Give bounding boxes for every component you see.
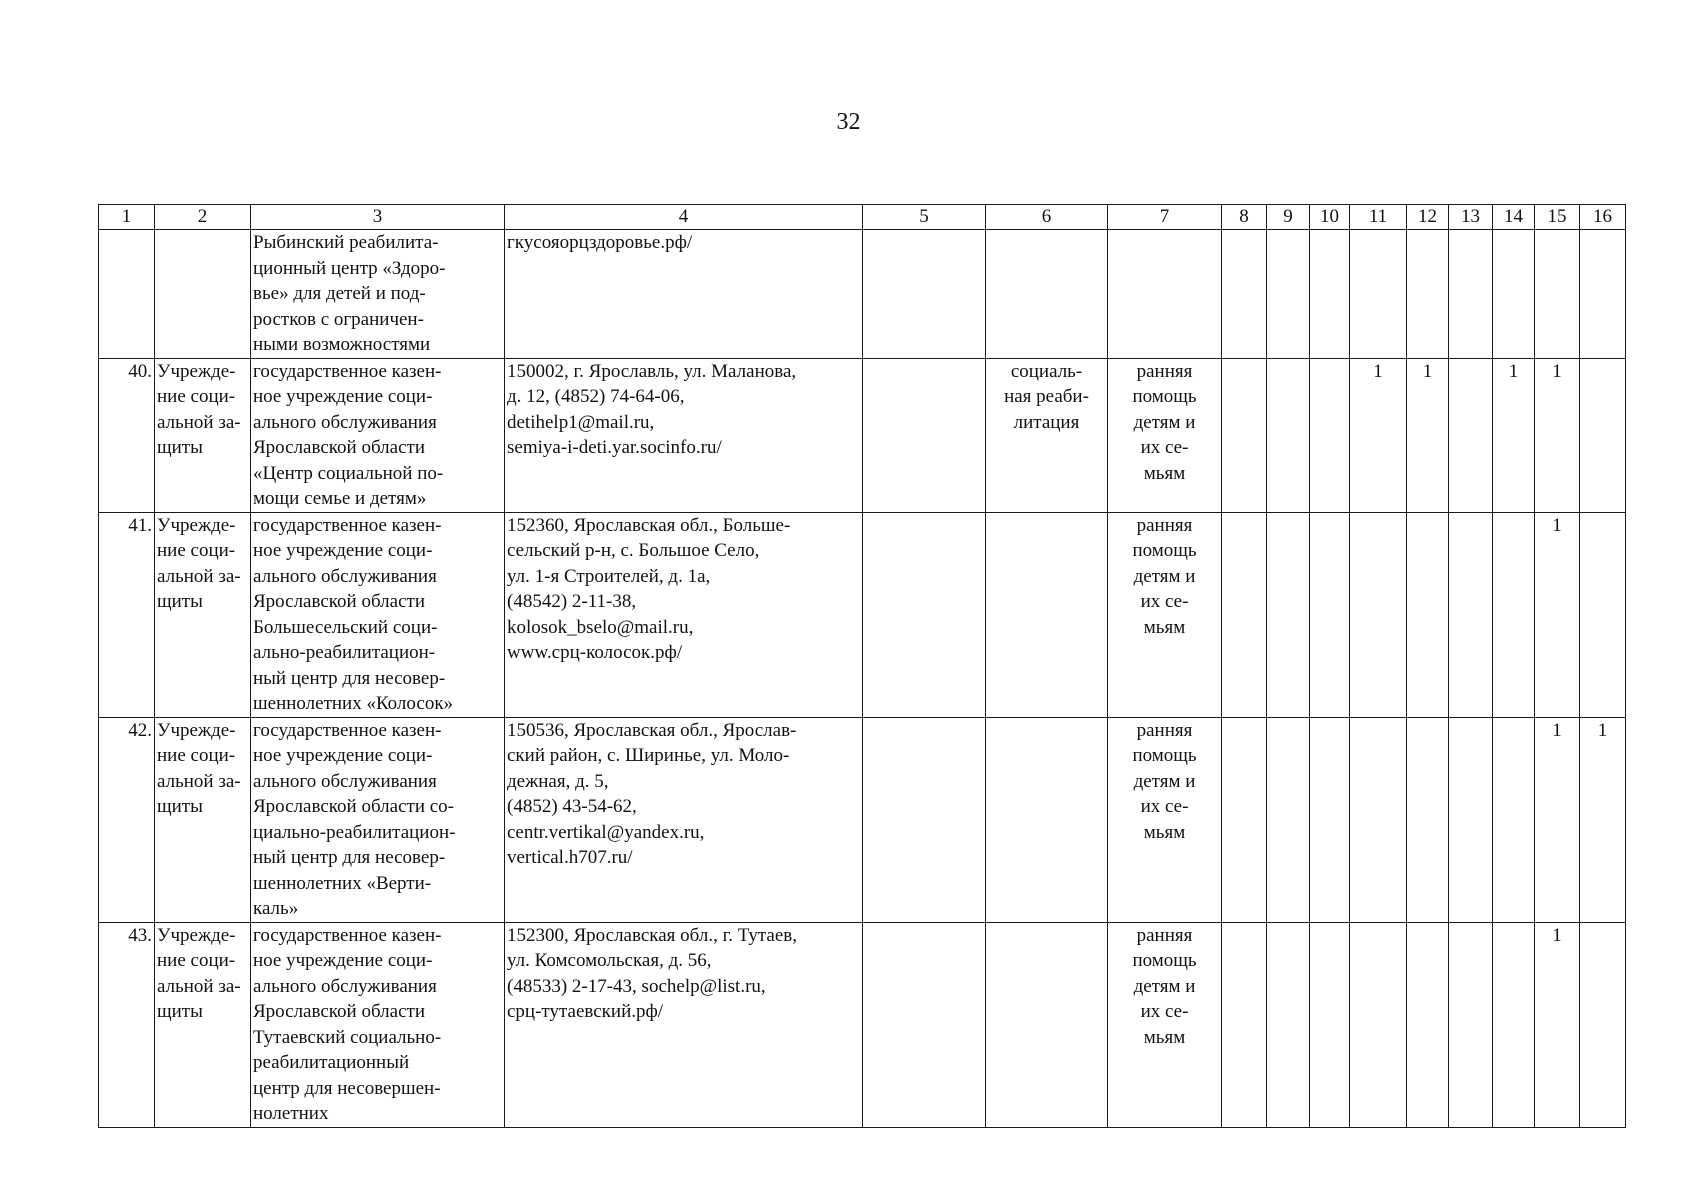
institution-name-line: шеннолетних «Верти- — [253, 872, 432, 894]
institution-type — [155, 717, 251, 922]
column-header-12: 12 — [1407, 205, 1449, 230]
column-header-5: 5 — [863, 205, 986, 230]
institution-name-line: государственное казен- — [253, 360, 442, 382]
service-type-line: литация — [1013, 411, 1080, 433]
column-header-15: 15 — [1535, 205, 1580, 230]
row-number: 42. — [99, 717, 155, 922]
row-number — [99, 230, 155, 359]
flag-cell-15: 1 — [1535, 512, 1580, 717]
institution-contacts-line: kolosok_bselo@mail.ru, — [507, 616, 694, 638]
column-5-cell — [863, 922, 986, 1127]
institution-contacts-line: дежная, д. 5, — [507, 770, 609, 792]
flag-cell-10 — [1310, 922, 1350, 1127]
service-type-line: социаль- — [1010, 360, 1083, 382]
flag-cell-12 — [1407, 512, 1449, 717]
institution-type-line: ние соци- — [157, 540, 236, 561]
institution-name-line: ального обслуживания — [253, 975, 437, 997]
flag-cell-9 — [1267, 922, 1310, 1127]
flag-cell-10 — [1310, 717, 1350, 922]
help-type — [1108, 512, 1222, 717]
institution-type-line: щиты — [157, 796, 203, 817]
help-type-line: ранняя — [1136, 924, 1193, 946]
flag-cell-13 — [1449, 358, 1493, 512]
flag-cell-8 — [1222, 358, 1267, 512]
flag-cell-8 — [1222, 717, 1267, 922]
help-type-line: детям и — [1133, 565, 1196, 587]
service-type-line: ная реаби- — [1004, 386, 1089, 407]
service-type — [986, 230, 1108, 359]
flag-cell-12 — [1407, 230, 1449, 359]
flag-cell-10 — [1310, 358, 1350, 512]
column-header-11: 11 — [1350, 205, 1407, 230]
help-type-line: детям и — [1133, 975, 1196, 997]
institution-name-line: ростков с ограничен- — [253, 308, 424, 330]
help-type-line: ранняя — [1136, 360, 1193, 382]
institution-type-line: альной за- — [157, 411, 241, 433]
help-type-line: их се- — [1140, 1001, 1189, 1022]
institutions-table — [98, 204, 1626, 1128]
institution-name-line: ное учреждение соци- — [253, 386, 433, 407]
flag-cell-8 — [1222, 512, 1267, 717]
flag-cell-16 — [1580, 230, 1626, 359]
institution-type-line: Учрежде- — [157, 719, 236, 741]
flag-cell-14 — [1493, 512, 1535, 717]
institution-type-line: ние соци- — [157, 950, 236, 971]
institution-name-line: реабилитационный — [253, 1052, 410, 1073]
institution-contacts — [505, 358, 863, 512]
institution-name-line: мощи семье и детям» — [253, 488, 427, 509]
institution-type-line: ние соци- — [157, 386, 236, 407]
table-row — [99, 512, 1626, 717]
flag-cell-13 — [1449, 717, 1493, 922]
flag-cell-15: 1 — [1535, 717, 1580, 922]
table-row — [99, 922, 1626, 1127]
institution-name-line: нолетних — [253, 1103, 329, 1124]
flag-cell-10 — [1310, 512, 1350, 717]
row-number: 41. — [99, 512, 155, 717]
institution-type-line: альной за- — [157, 770, 241, 792]
institution-contacts-line: срц-тутаевский.рф/ — [507, 1001, 664, 1022]
column-number-row — [99, 205, 1626, 230]
help-type — [1108, 922, 1222, 1127]
help-type — [1108, 230, 1222, 359]
institution-name-line: Ярославской области — [253, 591, 425, 612]
institution-contacts — [505, 922, 863, 1127]
institution-name-line: Ярославской области — [253, 437, 425, 458]
flag-cell-10 — [1310, 230, 1350, 359]
institution-name-line: ное учреждение соци- — [253, 540, 433, 561]
institution-contacts-line: centr.vertikal@yandex.ru, — [507, 821, 705, 843]
service-type — [986, 512, 1108, 717]
help-type-line: мьям — [1143, 821, 1186, 843]
institution-contacts — [505, 717, 863, 922]
column-5-cell — [863, 230, 986, 359]
help-type-line: детям и — [1133, 411, 1196, 433]
institution-type-line: щиты — [157, 437, 203, 458]
service-type — [986, 717, 1108, 922]
table-row — [99, 230, 1626, 359]
flag-cell-15: 1 — [1535, 358, 1580, 512]
institution-contacts-line: www.срц-колосок.рф/ — [507, 642, 683, 663]
help-type-line: мьям — [1143, 1026, 1186, 1048]
institution-contacts-line: 152360, Ярославская обл., Больше- — [507, 514, 791, 536]
flag-cell-9 — [1267, 512, 1310, 717]
institution-contacts-line: д. 12, (4852) 74-64-06, — [507, 386, 685, 407]
institution-name — [251, 922, 505, 1127]
column-5-cell — [863, 717, 986, 922]
flag-cell-16 — [1580, 922, 1626, 1127]
flag-cell-8 — [1222, 230, 1267, 359]
flag-cell-9 — [1267, 717, 1310, 922]
flag-cell-14: 1 — [1493, 358, 1535, 512]
institution-type-line: ние соци- — [157, 745, 236, 766]
service-type — [986, 358, 1108, 512]
flag-cell-16: 1 — [1580, 717, 1626, 922]
flag-cell-15: 1 — [1535, 922, 1580, 1127]
institution-contacts-line: vertical.h707.ru/ — [507, 847, 633, 868]
institution-name-line: Ярославской области — [253, 1001, 425, 1022]
help-type — [1108, 358, 1222, 512]
institution-contacts-line: 150002, г. Ярославль, ул. Маланова, — [507, 360, 797, 382]
flag-cell-14 — [1493, 230, 1535, 359]
help-type-line: детям и — [1133, 770, 1196, 792]
help-type-line: помощь — [1132, 950, 1197, 971]
institution-type-line: альной за- — [157, 975, 241, 997]
flag-cell-11 — [1350, 717, 1407, 922]
institution-type-line: Учрежде- — [157, 514, 236, 536]
institution-name-line: ное учреждение соци- — [253, 745, 433, 766]
page-number: 32 — [836, 109, 861, 135]
flag-cell-11 — [1350, 230, 1407, 359]
institution-name — [251, 230, 505, 359]
help-type-line: помощь — [1132, 745, 1197, 766]
flag-cell-12: 1 — [1407, 358, 1449, 512]
row-number: 43. — [99, 922, 155, 1127]
column-header-10: 10 — [1310, 205, 1350, 230]
institution-contacts-line: ул. Комсомольская, д. 56, — [507, 950, 712, 971]
institution-name-line: Ярославской области со- — [253, 796, 454, 817]
institution-contacts-line: detihelp1@mail.ru, — [507, 411, 655, 433]
flag-cell-14 — [1493, 717, 1535, 922]
help-type-line: мьям — [1143, 616, 1186, 638]
column-header-6: 6 — [986, 205, 1108, 230]
column-header-1: 1 — [99, 205, 155, 230]
row-number: 40. — [99, 358, 155, 512]
flag-cell-9 — [1267, 358, 1310, 512]
institution-name — [251, 358, 505, 512]
column-header-7: 7 — [1108, 205, 1222, 230]
column-header-8: 8 — [1222, 205, 1267, 230]
institution-type-line: щиты — [157, 1001, 203, 1022]
institution-name-line: циально-реабилитацион- — [253, 821, 456, 843]
flag-cell-11: 1 — [1350, 358, 1407, 512]
institution-name-line: «Центр социальной по- — [253, 462, 444, 484]
institution-name-line: каль» — [253, 898, 299, 919]
column-header-2: 2 — [155, 205, 251, 230]
institution-type — [155, 512, 251, 717]
institution-name-line: государственное казен- — [253, 514, 442, 536]
flag-cell-16 — [1580, 512, 1626, 717]
help-type-line: их се- — [1140, 437, 1189, 458]
institution-type-line: Учрежде- — [157, 924, 236, 946]
institution-name-line: ционный центр «Здоро- — [253, 257, 446, 279]
help-type-line: помощь — [1132, 540, 1197, 561]
institution-name-line: ально-реабилитацион- — [253, 642, 436, 663]
institution-contacts-line: (48533) 2-17-43, sochelp@list.ru, — [507, 975, 766, 997]
service-type — [986, 922, 1108, 1127]
institution-name-line: вье» для детей и под- — [253, 283, 426, 304]
institution-name-line: ный центр для несовер- — [253, 847, 446, 868]
help-type-line: их се- — [1140, 796, 1189, 817]
institution-name-line: ный центр для несовер- — [253, 667, 446, 689]
column-5-cell — [863, 512, 986, 717]
flag-cell-12 — [1407, 717, 1449, 922]
institution-name-line: ального обслуживания — [253, 411, 437, 433]
institution-type-line: щиты — [157, 591, 203, 612]
institution-contacts — [505, 512, 863, 717]
institution-contacts-line: 150536, Ярославская обл., Ярослав- — [507, 719, 797, 741]
institution-name-line: государственное казен- — [253, 924, 442, 946]
institution-name-line: государственное казен- — [253, 719, 442, 741]
flag-cell-13 — [1449, 922, 1493, 1127]
flag-cell-16 — [1580, 358, 1626, 512]
institution-type — [155, 922, 251, 1127]
column-5-cell — [863, 358, 986, 512]
institution-type-line: альной за- — [157, 565, 241, 587]
institution-contacts-line: ул. 1-я Строителей, д. 1а, — [507, 565, 711, 587]
column-header-14: 14 — [1493, 205, 1535, 230]
help-type — [1108, 717, 1222, 922]
institution-contacts-line: 152300, Ярославская обл., г. Тутаев, — [507, 924, 798, 946]
column-header-9: 9 — [1267, 205, 1310, 230]
flag-cell-11 — [1350, 922, 1407, 1127]
flag-cell-8 — [1222, 922, 1267, 1127]
help-type-line: ранняя — [1136, 719, 1193, 741]
institution-name-line: шеннолетних «Колосок» — [253, 693, 454, 714]
institution-name-line: ными возможностями — [253, 334, 431, 355]
institution-name-line: ального обслуживания — [253, 565, 437, 587]
column-header-3: 3 — [251, 205, 505, 230]
column-header-4: 4 — [505, 205, 863, 230]
institution-contacts-line: гкусояорцздоровье.рф/ — [507, 232, 693, 253]
institution-name-line: центр для несовершен- — [253, 1077, 441, 1099]
flag-cell-9 — [1267, 230, 1310, 359]
institution-name — [251, 717, 505, 922]
institution-contacts-line: ский район, с. Ширинье, ул. Моло- — [507, 745, 790, 766]
institution-contacts-line: сельский р-н, с. Большое Село, — [507, 540, 760, 561]
flag-cell-14 — [1493, 922, 1535, 1127]
institution-contacts-line: (4852) 43-54-62, — [507, 796, 637, 817]
help-type-line: мьям — [1143, 462, 1186, 484]
institution-name-line: Тутаевский социально- — [253, 1026, 442, 1048]
flag-cell-12 — [1407, 922, 1449, 1127]
institution-contacts-line: semiya-i-deti.yar.socinfo.ru/ — [507, 437, 722, 458]
institution-name-line: ное учреждение соци- — [253, 950, 433, 971]
help-type-line: их се- — [1140, 591, 1189, 612]
flag-cell-15 — [1535, 230, 1580, 359]
institution-type — [155, 230, 251, 359]
column-header-13: 13 — [1449, 205, 1493, 230]
column-header-16: 16 — [1580, 205, 1626, 230]
flag-cell-13 — [1449, 512, 1493, 717]
help-type-line: ранняя — [1136, 514, 1193, 536]
institution-contacts-line: (48542) 2-11-38, — [507, 591, 637, 612]
help-type-line: помощь — [1132, 386, 1197, 407]
institution-name-line: Большесельский соци- — [253, 616, 438, 638]
institution-type — [155, 358, 251, 512]
institution-name-line: Рыбинский реабилита- — [253, 232, 439, 253]
institution-contacts — [505, 230, 863, 359]
flag-cell-11 — [1350, 512, 1407, 717]
table-row — [99, 717, 1626, 922]
institution-type-line: Учрежде- — [157, 360, 236, 382]
institution-name-line: ального обслуживания — [253, 770, 437, 792]
table-row — [99, 358, 1626, 512]
institution-name — [251, 512, 505, 717]
flag-cell-13 — [1449, 230, 1493, 359]
